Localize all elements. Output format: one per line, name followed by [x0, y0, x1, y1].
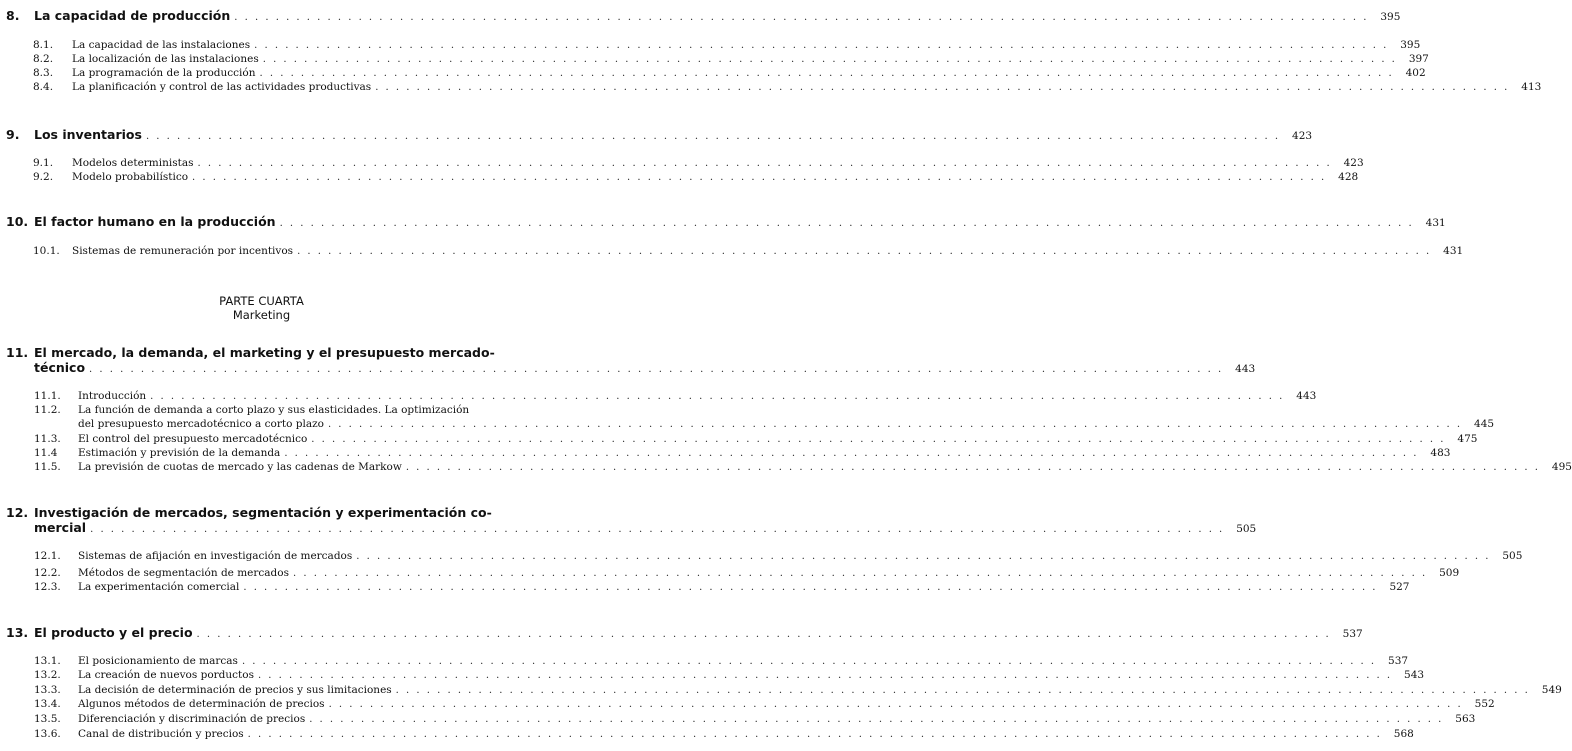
section-title: La capacidad de las instalaciones [72, 39, 251, 51]
leader-dots [146, 131, 1280, 142]
leader-dots [260, 68, 1394, 79]
section-number: 13.6. [34, 728, 61, 740]
section-number: 13.3. [34, 684, 61, 696]
section-title: Canal de distribución y precios [78, 728, 244, 740]
page-number: 549 [1541, 684, 1562, 696]
section-11-1 [34, 390, 1317, 402]
chapter-11-number [6, 344, 28, 362]
section-title: Introducción [78, 390, 147, 402]
section-8-1 [33, 39, 1421, 51]
leader-dots [234, 12, 1368, 23]
chapter-12-title-line2 [34, 520, 1257, 535]
section-title: Métodos de segmentación de mercados [78, 567, 289, 579]
section-title: La experimentación comercial [78, 581, 240, 593]
section-13-1 [34, 655, 1409, 667]
section-number: 8.2. [33, 53, 54, 65]
section-11-2-number: 11.2. [34, 404, 61, 416]
section-title: Sistemas de remuneración por incentivos [72, 245, 294, 257]
section-title: La planificación y control de las actividades productivas [72, 81, 372, 93]
chapter-number: 11. [6, 345, 29, 360]
section-title: del presupuesto mercadotécnico a corto plazo [78, 418, 324, 430]
section-number: 12.2. [34, 567, 61, 579]
page-number: 423 [1343, 157, 1364, 169]
section-9-2 [33, 171, 1359, 183]
page-number: 563 [1455, 713, 1476, 725]
leader-dots [248, 729, 1382, 740]
page-number: 505 [1236, 523, 1257, 535]
page-number: 483 [1430, 447, 1451, 459]
section-number: 12.3. [34, 581, 61, 593]
leader-dots [242, 656, 1376, 667]
part-title: Marketing [232, 308, 291, 322]
section-title: Modelos deterministas [72, 157, 194, 169]
chapter-9-heading [6, 127, 1313, 142]
leader-dots [90, 524, 1224, 535]
leader-dots [150, 391, 1284, 402]
chapter-number: 12. [6, 505, 29, 520]
page-number: 537 [1342, 628, 1363, 640]
section-8-2 [33, 53, 1429, 65]
section-number: 11.1. [34, 390, 61, 402]
section-13-3 [34, 684, 1562, 696]
leader-dots [197, 629, 1331, 640]
section-8-4 [33, 81, 1542, 93]
section-8-3 [33, 67, 1426, 79]
section-number: 13.5. [34, 713, 61, 725]
section-number: 8.4. [33, 81, 54, 93]
page-number: 431 [1425, 217, 1446, 229]
section-number: 13.4. [34, 698, 61, 710]
section-number: 10.1. [33, 245, 60, 257]
section-number: 8.1. [33, 39, 54, 51]
page-number: 552 [1474, 698, 1495, 710]
section-title: Sistemas de afijación en investigación de mercados [78, 550, 353, 562]
chapter-number: 13. [6, 625, 29, 640]
chapter-title: El producto y el precio [34, 625, 193, 640]
page-number: 428 [1338, 171, 1359, 183]
section-title: La programación de la producción [72, 67, 256, 79]
leader-dots [258, 670, 1392, 681]
section-10-1 [33, 245, 1464, 257]
leader-dots [328, 419, 1462, 430]
section-13-6 [34, 728, 1414, 740]
section-title: La decisión de determinación de precios y sus limitaciones [78, 684, 392, 696]
leader-dots [329, 699, 1463, 710]
chapter-title: La capacidad de producción [34, 8, 231, 23]
chapter-title: Los inventarios [34, 127, 142, 142]
page-number: 423 [1292, 130, 1313, 142]
page-number: 527 [1389, 581, 1410, 593]
leader-dots [396, 685, 1530, 696]
page-number: 431 [1443, 245, 1464, 257]
leader-dots [254, 40, 1388, 51]
section-title: Diferenciación y discriminación de precios [78, 713, 306, 725]
page-number: 402 [1405, 67, 1426, 79]
page-number: 495 [1551, 461, 1572, 473]
chapter-12-number [6, 504, 28, 522]
leader-dots [311, 434, 1445, 445]
chapter-number: 10. [6, 214, 29, 229]
section-number: 13.1. [34, 655, 61, 667]
leader-dots [89, 364, 1223, 375]
section-title: Estimación y previsión de la demanda [78, 447, 281, 459]
section-13-4 [34, 698, 1495, 710]
page-number: 445 [1474, 418, 1495, 430]
page-number: 505 [1502, 550, 1523, 562]
chapter-title: técnico [34, 360, 86, 375]
page-number: 397 [1408, 53, 1429, 65]
chapter-title: El factor humano en la producción [34, 214, 276, 229]
chapter-number: 9. [6, 127, 20, 142]
chapter-10-heading [6, 214, 1446, 229]
section-11-5 [34, 461, 1572, 473]
section-number: 11.4 [34, 447, 58, 459]
section-title: Algunos métodos de determinación de precios [78, 698, 325, 710]
section-number: 12.1. [34, 550, 61, 562]
part-label: PARTE CUARTA [219, 294, 304, 308]
chapter-title: mercial [34, 520, 87, 535]
chapter-11-title-line2 [34, 360, 1256, 375]
section-12-3 [34, 581, 1410, 593]
section-11-2-title-line2 [78, 418, 1495, 430]
leader-dots [280, 218, 1414, 229]
leader-dots [243, 582, 1377, 593]
section-number: 11.5. [34, 461, 61, 473]
leader-dots [198, 158, 1332, 169]
chapter-title: Investigación de mercados, segmentación y experimentación co- [34, 505, 492, 520]
section-title: Modelo probabilístico [72, 171, 189, 183]
section-number: 13.2. [34, 669, 61, 681]
chapter-title: El mercado, la demanda, el marketing y el presupuesto mercado- [34, 345, 495, 360]
section-number: 9.1. [33, 157, 54, 169]
chapter-13-heading [6, 625, 1363, 640]
chapter-number: 8. [6, 8, 20, 23]
section-number: 11.3. [34, 433, 61, 445]
section-title: La creación de nuevos porductos [78, 669, 254, 681]
page-number: 543 [1404, 669, 1425, 681]
section-11-4 [34, 447, 1451, 459]
section-12-1 [34, 550, 1523, 562]
section-number: 8.3. [33, 67, 54, 79]
section-9-1 [33, 157, 1364, 169]
page-number: 395 [1400, 39, 1421, 51]
leader-dots [309, 714, 1443, 725]
section-11-3 [34, 433, 1478, 445]
section-title: El control del presupuesto mercadotécnico [78, 433, 308, 445]
section-13-5 [34, 713, 1476, 725]
leader-dots [284, 448, 1418, 459]
section-11-2-title-line1: La función de demanda a corto plazo y sus elasticidades. La optimización [78, 404, 470, 416]
page-number: 413 [1521, 81, 1542, 93]
section-13-2 [34, 669, 1425, 681]
section-title: La localización de las instalaciones [72, 53, 259, 65]
page-number: 509 [1439, 567, 1460, 579]
page-number: 568 [1393, 728, 1414, 740]
chapter-8-heading [6, 8, 1401, 23]
page-number: 475 [1457, 433, 1478, 445]
page-number: 443 [1235, 363, 1256, 375]
leader-dots [375, 82, 1509, 93]
section-12-2 [34, 567, 1460, 579]
page-number: 395 [1380, 11, 1401, 23]
section-number: 9.2. [33, 171, 54, 183]
page-number: 443 [1296, 390, 1317, 402]
page-number: 537 [1388, 655, 1409, 667]
leader-dots [192, 172, 1326, 183]
leader-dots [297, 246, 1431, 257]
leader-dots [406, 462, 1540, 473]
leader-dots [356, 551, 1490, 562]
section-title: La previsión de cuotas de mercado y las cadenas de Markow [78, 461, 402, 473]
leader-dots [293, 568, 1427, 579]
section-title: El posicionamiento de marcas [78, 655, 238, 667]
leader-dots [263, 54, 1397, 65]
